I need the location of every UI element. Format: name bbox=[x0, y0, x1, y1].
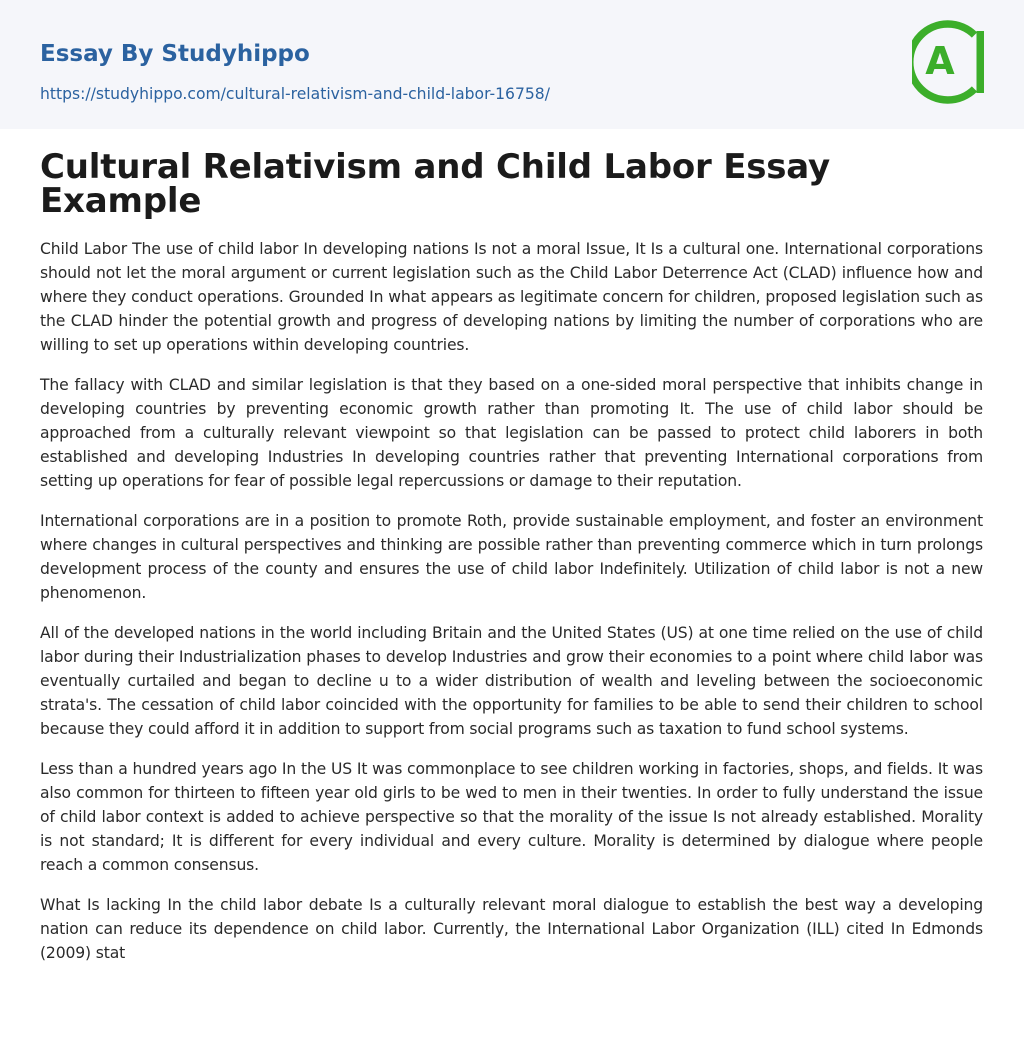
paragraph: What Is lacking In the child labor debate Is a culturally relevant moral dialogue to establish the best way a developing nation can reduce its dependence on child labor. Currently, the International Labor Organization (ILL) cited In Edmonds (2009) stat bbox=[40, 896, 983, 962]
paragraph: The fallacy with CLAD and similar legislation is that they based on a one-sided moral perspective that inhibits change in developing countries by preventing economic growth rather than promoting It. The use of child labor should be approached from a culturally relevant viewpoint so that legislation can be passed to protect child laborers in both established and developing Industries In developing countries rather that preventing International corporations from setting up operations for fear of possible legal repercussions or damage to their reputation. bbox=[40, 376, 983, 490]
article-title: Cultural Relativism and Child Labor Essay Example bbox=[40, 147, 830, 221]
logo-bar bbox=[977, 31, 985, 93]
article-url-link[interactable]: https://studyhippo.com/cultural-relativism-and-child-labor-16758/ bbox=[40, 85, 550, 103]
paragraph: All of the developed nations in the world including Britain and the United States (US) at one time relied on the use of child labor during their Industrialization phases to develop Industries and grow their economies to a point where child labor was eventually curtailed and began to decline u to a wider distribution of wealth and leveling between the socioeconomic strata's. The cessation of child labor coincided with the opportunity for families to be able to send their children to school because they could afford it in addition to support from social programs such as taxation to fund school systems. bbox=[40, 624, 983, 738]
logo-letter: A bbox=[925, 39, 955, 83]
paragraph: Less than a hundred years ago In the US It was commonplace to see children working in factories, shops, and fields. It was also common for thirteen to fifteen year old girls to be wed to men in their twenties. In order to fully understand the issue of child labor context is added to achieve perspective so that the morality of the issue Is not already established. Morality is not standard; It is different for every individual and every culture. Morality is determined by dialogue where people reach a common consensus. bbox=[40, 760, 983, 874]
article-body bbox=[40, 237, 983, 965]
paragraph: International corporations are in a position to promote Roth, provide sustainable employment, and foster an environment where changes in cultural perspectives and thinking are possible rather than preventing commerce which in turn prolongs development process of the county and ensures the use of child labor Indefinitely. Utilization of child labor is not a new phenomenon. bbox=[40, 512, 983, 602]
site-brand[interactable]: Essay By Studyhippo bbox=[40, 41, 310, 67]
studyhippo-logo-icon[interactable] bbox=[912, 19, 986, 105]
article bbox=[0, 147, 1024, 965]
paragraph: Child Labor The use of child labor In developing nations Is not a moral Issue, It Is a cultural one. International corporations should not let the moral argument or current legislation such as the Child Labor Deterrence Act (CLAD) influence how and where they conduct operations. Grounded In what appears as legitimate concern for children, proposed legislation such as the CLAD hinder the potential growth and progress of developing nations by limiting the number of corporations who are willing to set up operations within developing countries. bbox=[40, 240, 983, 354]
site-header bbox=[0, 0, 1024, 129]
